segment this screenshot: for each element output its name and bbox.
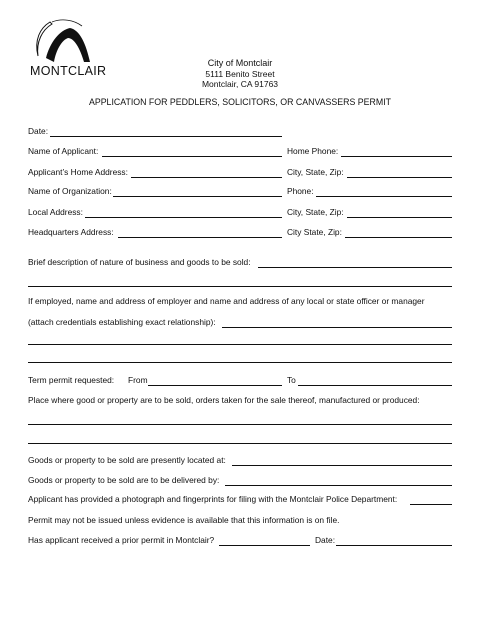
goods-delivered-field[interactable] [225, 485, 452, 486]
brief-description-label: Brief description of nature of business and goods to be sold: [28, 257, 251, 267]
prior-date-label: Date: [315, 535, 336, 545]
hq-address-label: Headquarters Address: [28, 227, 114, 237]
local-address-field[interactable] [85, 217, 282, 218]
prior-permit-label: Has applicant received a prior permit in Montclair? [28, 535, 215, 545]
city-state-zip: Montclair, CA 91763 [201, 79, 279, 89]
applicant-name-label: Name of Applicant: [28, 146, 99, 156]
date-label: Date: [28, 126, 49, 136]
city-state-zip-field-1[interactable] [347, 177, 452, 178]
organization-label: Name of Organization: [28, 186, 112, 196]
permit-notice-text: Permit may not be issued unless evidence is available that this information is on file. [28, 515, 340, 525]
goods-delivered-label: Goods or property to be sold are to be delivered by: [28, 475, 220, 485]
term-to-field[interactable] [298, 385, 452, 386]
term-from-field[interactable] [148, 385, 282, 386]
organization-field[interactable] [113, 196, 282, 197]
city-state-zip-label-3: City State, Zip: [287, 227, 342, 237]
prior-permit-field[interactable] [219, 545, 310, 546]
prior-date-field[interactable] [336, 545, 452, 546]
home-phone-field[interactable] [341, 156, 452, 157]
to-label: To [287, 375, 296, 385]
city-name: City of Montclair [207, 58, 273, 68]
city-state-zip-label-1: City, State, Zip: [287, 167, 344, 177]
brief-description-field-line2[interactable] [28, 286, 452, 287]
photo-fingerprints-label: Applicant has provided a photograph and fingerprints for filing with the Montclair Police Department: [28, 494, 398, 504]
home-phone-label: Home Phone: [287, 146, 339, 156]
home-address-label: Applicant’s Home Address: [28, 167, 128, 177]
city-state-zip-label-2: City, State, Zip: [287, 207, 344, 217]
place-sold-field-line2[interactable] [28, 443, 452, 444]
city-state-zip-field-3[interactable] [345, 237, 452, 238]
applicant-name-field[interactable] [102, 156, 282, 157]
local-address-label: Local Address: [28, 207, 83, 217]
employer-field-line2[interactable] [28, 344, 452, 345]
employer-field-line3[interactable] [28, 362, 452, 363]
hq-address-field[interactable] [118, 237, 282, 238]
brief-description-field[interactable] [258, 267, 452, 268]
form-title: APPLICATION FOR PEDDLERS, SOLICITORS, OR CANVASSERS PERMIT [88, 97, 392, 107]
photo-fingerprints-field[interactable] [410, 504, 452, 505]
logo-wordmark: MONTCLAIR [30, 64, 107, 78]
employer-label-line2: (attach credentials establishing exact relationship): [28, 317, 216, 327]
street-address: 5111 Benito Street [205, 69, 275, 79]
place-sold-field[interactable] [28, 424, 452, 425]
term-permit-label: Term permit requested: [28, 375, 115, 385]
goods-located-label: Goods or property to be sold are presently located at: [28, 455, 226, 465]
employer-field[interactable] [222, 327, 452, 328]
phone-field[interactable] [316, 196, 452, 197]
home-address-field[interactable] [131, 177, 282, 178]
place-sold-label: Place where good or property are to be sold, orders taken for the sale thereof, manufactured or produced: [28, 395, 420, 405]
employer-label-line1: If employed, name and address of employer and name and address of any local or state officer or manager [28, 296, 425, 306]
goods-located-field[interactable] [232, 465, 452, 466]
city-state-zip-field-2[interactable] [347, 217, 452, 218]
date-field[interactable] [50, 136, 282, 137]
from-label: From [128, 375, 148, 385]
phone-label: Phone: [287, 186, 314, 196]
